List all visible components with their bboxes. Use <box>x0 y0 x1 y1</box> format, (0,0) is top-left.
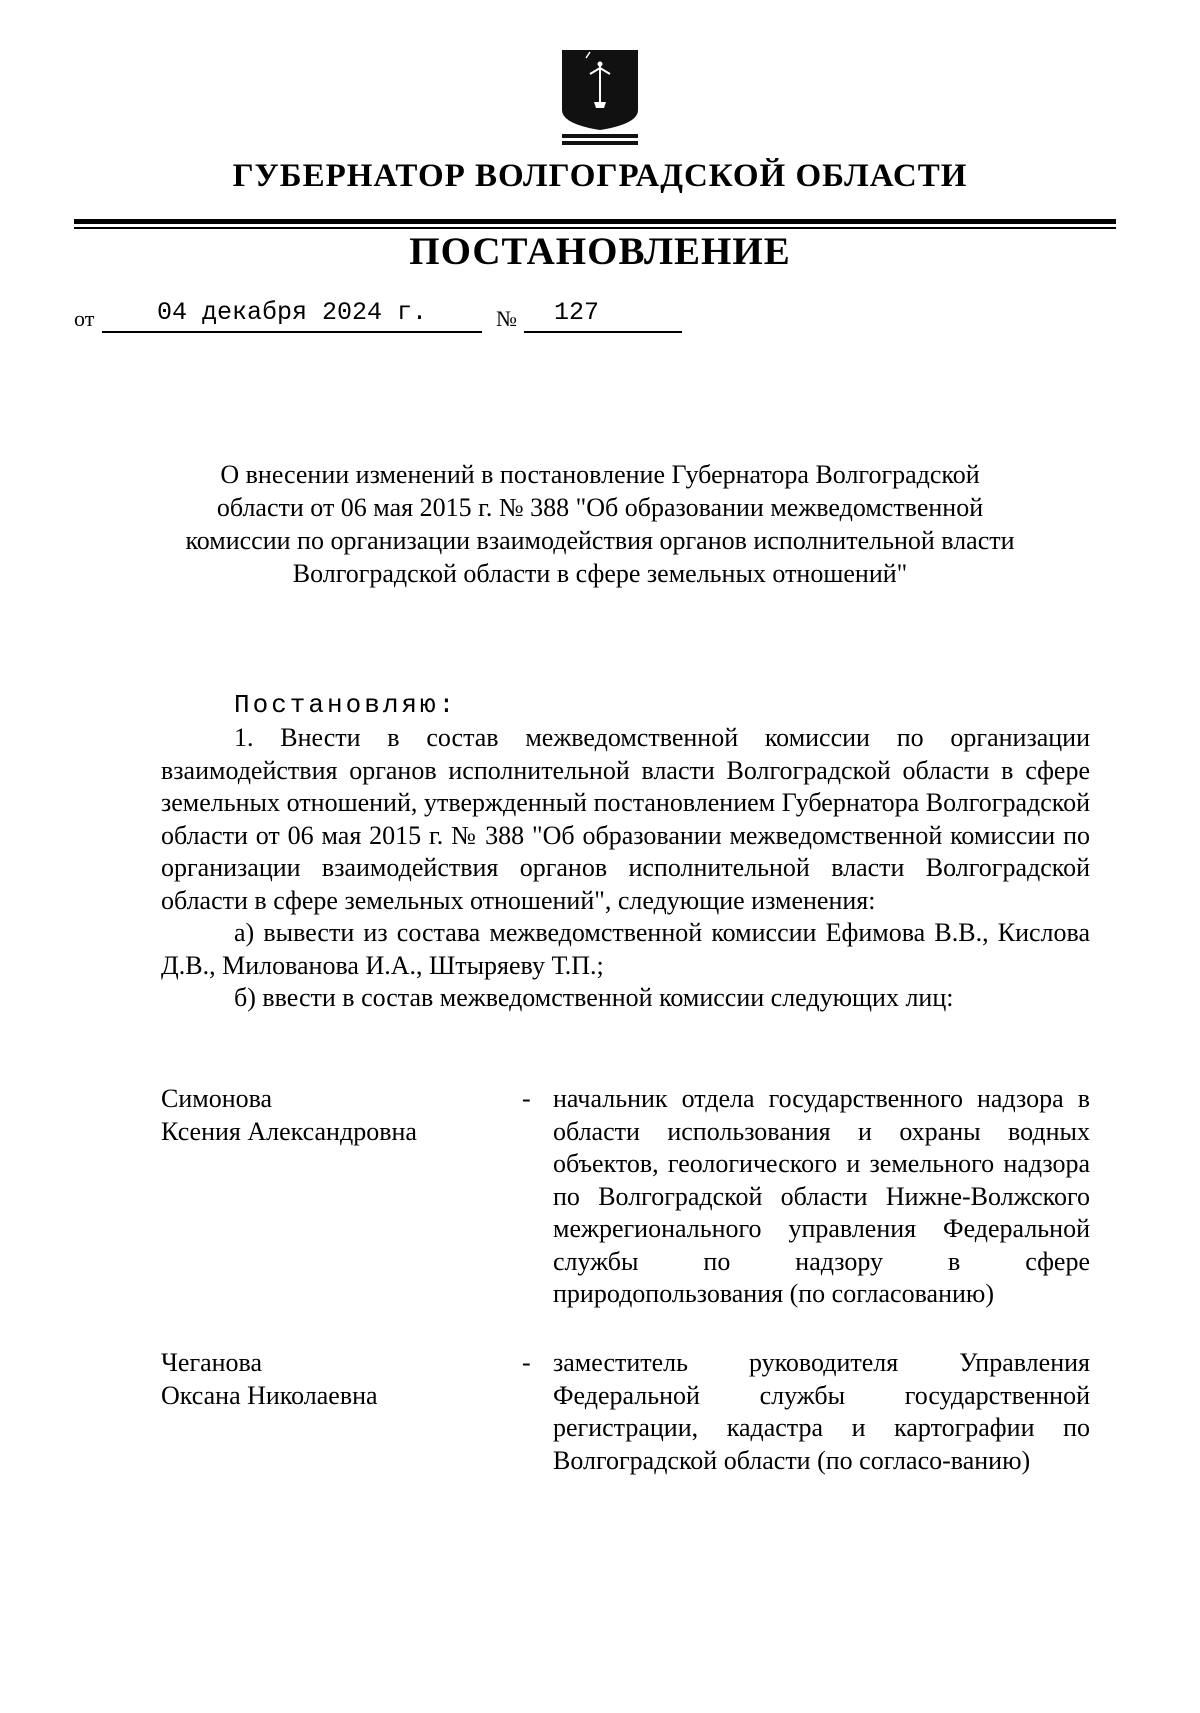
subject-line: Волгоградской области в сфере земельных отношений" <box>292 559 908 588</box>
subject-line: комиссии по организации взаимодействия органов исполнительной власти <box>185 526 1015 555</box>
document-number: 127 <box>554 298 600 327</box>
member-dash: - <box>522 1084 531 1113</box>
resolve-word: Постановляю: <box>234 690 458 720</box>
body-text <box>161 722 1090 1015</box>
date-from-label: от <box>74 306 95 331</box>
number-underline <box>524 331 682 333</box>
member-surname: Чеганова <box>161 1348 263 1377</box>
member-role: заместитель руководителя Управления Федеральной службы государственной регистрации, кадастра и картографии по Волгоградской области (по согласо-ванию) <box>553 1348 1090 1475</box>
document-date: 04 декабря 2024 г. <box>157 298 428 327</box>
subject-line: О внесении изменений в постановление Губернатора Волгоградской <box>220 460 980 489</box>
subject-line: области от 06 мая 2015 г. № 388 "Об образовании межведомственной <box>216 493 984 522</box>
paragraph-item-b: б) ввести в состав межведомственной комиссии следующих лиц: <box>234 983 954 1012</box>
coat-of-arms-icon <box>560 48 640 146</box>
member-given-names: Оксана Николаевна <box>161 1380 378 1410</box>
paragraph-item-1: 1. Внести в состав межведомственной комиссии по организации взаимодействия органов исполнительной власти Волгоградской области в сфере земельных отношений, утвержденный постановлением Губернатора Волгоградской области от 06 мая 2015 г. № 388 "Об образовании межведомственной комиссии по организации взаимодействия органов исполнительной власти Волгоградской области в сфере земельных отношений", следующие изменения: <box>161 723 1090 915</box>
member-name <box>161 1083 417 1148</box>
header-rule-thick <box>74 219 1116 224</box>
issuer-title: ГУБЕРНАТОР ВОЛГОГРАДСКОЙ ОБЛАСТИ <box>232 158 968 194</box>
number-label: № <box>496 306 517 331</box>
paragraph-item-a: а) вывести из состава межведомственной комиссии Ефимова В.В., Кислова Д.В., Милованова И.А., Штыряеву Т.П.; <box>161 918 1090 980</box>
member-dash: - <box>522 1348 531 1377</box>
member-role: начальник отдела государственного надзора в области использования и охраны водных объектов, геологического и земельного надзора по Волгоградской области Нижне-Волжского межрегионального управления Федеральной службы по надзору в сфере природопользования (по согласованию) <box>553 1084 1090 1308</box>
document-type: ПОСТАНОВЛЕНИЕ <box>409 230 791 273</box>
member-given-names: Ксения Александровна <box>161 1116 417 1146</box>
member-name <box>161 1347 378 1412</box>
member-surname: Симонова <box>161 1084 273 1113</box>
date-underline <box>102 331 482 333</box>
document-subject <box>120 458 1080 590</box>
